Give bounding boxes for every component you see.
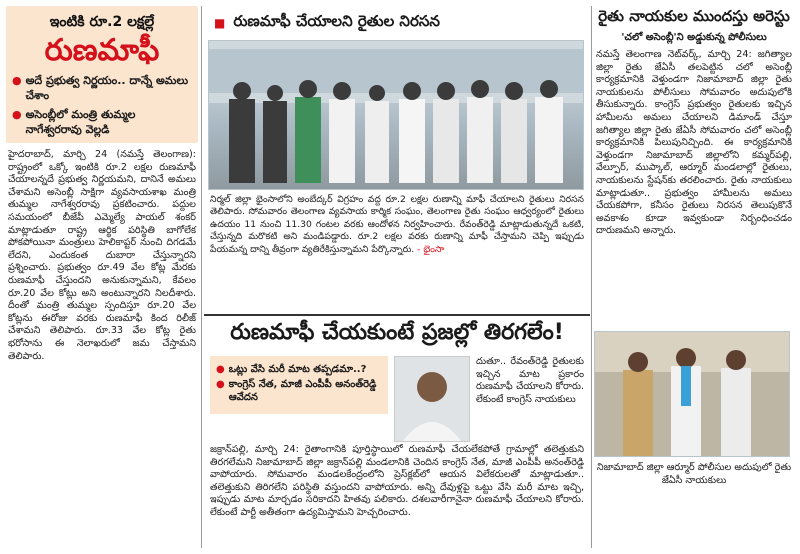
arrest-caption: నిజామాబాద్ జిల్లా ఆర్మూర్ పోలీసుల అదుపులో రైతు జేఏసీ నాయకులు	[596, 462, 792, 486]
left-headline-box	[6, 6, 198, 143]
arrest-photo	[594, 331, 790, 457]
leader-portrait-illustration	[395, 357, 469, 441]
column-divider	[591, 6, 592, 548]
arrest-body: నమస్తే తెలంగాణ నెట్‌వర్క్, మార్చి 24: జగిత్యాల జిల్లా రైతు జేఏసీ తలపెట్టిన చలో అసెంబ్లీ కార్యక్రమానికి వెళ్తుండగా నిజామాబాద్ జిల్లా రైతు నాయకులను పోలీసులు సోమవారం అదుపులోకి తీసుకున్నారు. కాంగ్రెస్ ప్రభుత్వం రైతులకు ఇచ్చిన హామీలను అమలు చేయాలని డిమాండ్ చేస్తూ జగిత్యాల జిల్లా రైతు జేఏసీ సోమవారం చలో అసెంబ్లీ కార్యక్రమానికి పిలుపునిచ్చింది. ఈ కార్యక్రమానికి వెళ్తుండగా నిజామాబాద్ జిల్లాలోని కమ్మర్‌పల్లి, వేల్పూర్, ముప్కాల్, ఆర్మూర్ మండలాల్లో రైతులు, నాయకులను స్టేషన్‌కు తరలించారు. రైతు నాయకులు మాట్లాడుతూ.. ప్రభుత్వం హామీలను అమలు చేయకపోగా, కనీసం రైతులు నిరసన తెలుపుకొనే అవకాశం కూడా ఇవ్వకుండా నిర్బంధించడం దారుణమని అన్నారు.	[596, 49, 792, 237]
arrest-photo-illustration	[595, 332, 790, 457]
loan-waiver-body: జక్రాన్‌పల్లి, మార్చి 24: రైతాంగానికి పూర్తిస్థాయిలో రుణమాఫీ చేయలేకపోతే గ్రామాల్లో తలెత్తుకుని తిరగలేమని నిజామాబాద్ జిల్లా జక్రాన్‌పల్లి మండలానికి చెందిన కాంగ్రెస్ నేత, మాజీ ఎంపీపీ అనంత్‌రెడ్డి వాపోయారు. సోమవారం మండలకేంద్రంలోని ప్రెస్‌క్లబ్‌లో ఆయన విలేకరులతో మాట్లాడుతూ.. తలెత్తుకుని తిరిగలేని పరిస్థితి వస్తుందని వాపోయారు. అన్ని దేవుళ్లపై ఒట్టు వేసి మరీ మాట ఇచ్చి, ఇప్పుడు మాట మార్చడం సరికాదని హితవు పలికారు. దశలవారీగానైనా రుణమాఫీ చేయాలని కోరారు. లేకుంటే పార్టీ అతీతంగా ఉద్యమిస్తామని హెచ్చరించారు.	[210, 444, 584, 518]
protest-photo	[208, 40, 584, 190]
arrest-headline: రైతు నాయకుల ముందస్తు అరెస్టు	[598, 7, 790, 25]
loan-waiver-headline: రుణమాఫీ చేయకుంటే ప్రజల్లో తిరగలేం!	[204, 314, 590, 356]
arrest-subheadline: 'చలో అసెంబ్లీ'ని అడ్డుకున్న పోలీసులు	[621, 32, 767, 43]
protest-caption: నిర్మల్ జిల్లా భైంసాలోని అంబేద్కర్ విగ్రహం వద్ద రూ.2 లక్షల రుణాన్ని మాఫీ చేయాలని రైతులు నిరసన తెలిపారు. సోమవారం తెలంగాణ వ్యవసాయ కార్మిక సంఘం, తెలంగాణ రైతు సంఘం ఆధ్వర్యంలో రైతులు ఉదయం 11 నుంచి 11.30 గంటల వరకు ఆందోళన నిర్వహించారు. రేవంత్‌రెడ్డి మాట్లాడుతున్నదే ఒకటి, చేస్తున్నది మరొకటి అని మండిపడ్డారు. రూ.2 లక్షల వరకు రుణాన్ని మాఫీ చేస్తామని చెప్పి ఇప్పుడు పేయమన్న దాన్ని తీవ్రంగా వ్యతిరేకిస్తున్నామని పేర్కొన్నారు. - భైంసా	[210, 194, 584, 255]
left-kicker: ఇంటికి రూ.2 లక్షల్లే	[49, 14, 155, 30]
loan-waiver-subheads	[210, 356, 388, 414]
loan-waiver-bullet-1: ● ఒట్లు వేసి మరీ మాట తప్పడమా..?	[216, 364, 367, 375]
left-bullet-2: ● అసెంబ్లీలో మంత్రి తుమ్మల నాగేశ్వరరావు వెల్లడి	[12, 108, 136, 136]
loan-waiver-bullet-2: ● కాంగ్రెస్ నేత, మాజీ ఎంపీపీ అనంత్‌రెడ్డి ఆవేదన	[216, 379, 377, 403]
leader-portrait	[394, 356, 470, 442]
left-body	[6, 149, 198, 363]
arrest-story	[594, 6, 794, 548]
protest-photo-illustration	[209, 41, 584, 190]
protest-story	[204, 6, 590, 312]
protest-credit: - భైంసా	[417, 243, 445, 255]
left-headline: రుణమాఫీ	[44, 33, 160, 68]
left-paragraph: హైదరాబాద్, మార్చి 24 (నమస్తే తెలంగాణ): రాష్ట్రంలో ఒక్కో ఇంటికి రూ.2 లక్షల రుణమాఫీ చేయాలన్నదే ప్రభుత్వ నిర్ణయమని, దానినే అమలు చేశామని అసెంబ్లీ సాక్షిగా వ్యవసాయశాఖ మంత్రి తుమ్మల నాగేశ్వరరావు ప్రకటించారు. పద్దుల సమయంలో బీజేపీ ఎమ్మెల్యే పాయల్ శంకర్ మాట్లాడుతూ రాష్ట్ర ఆర్థిక పరిస్థితి బాగోలేక పోకపోయినా మంత్రులు హెలికాప్టర్ నుంచి దిగడమే లేదని, ఎందుకంత దుబారా చేస్తున్నారని ప్రశ్నించారు. ప్రభుత్వం రూ.49 వేల కోట్ల మేరకు రుణమాఫీ చేస్తుందని అనుకున్నామని, కేవలం రూ.20 వేల కోట్లు అని అంటున్నారని నిలదీశారు. దీంతో మంత్రి తుమ్మల స్పందిస్తూ రూ.20 వేల కోట్లను ఈరోజు వరకు రుణమాఫీ కింద రిలీజ్ చేశామని తెలిపారు. రూ.33 వేల కోట్ల రైతు భరోసాను ఈ నెలాఖరులో జమ చేస్తామని తెలిపారు.	[8, 149, 196, 362]
loan-waiver-story	[204, 314, 590, 548]
protest-headline: ■ రుణమాఫీ చేయాలని రైతుల నిరసన	[214, 12, 440, 30]
column-divider	[201, 6, 202, 548]
loan-waiver-quote-text: దుతూ.. రేవంత్‌రెడ్డి రైతులకు ఇచ్చిన మాట ప్రకారం రుణమాఫీ చేయాలని కోరారు. లేకుంటే కాంగ్రెస్ నాయకులు	[476, 356, 584, 405]
left-story	[6, 6, 198, 548]
left-bullet-1: ● అదే ప్రభుత్వ నిర్ణయం.. దాన్నే అమలు చేశాం	[12, 74, 189, 102]
